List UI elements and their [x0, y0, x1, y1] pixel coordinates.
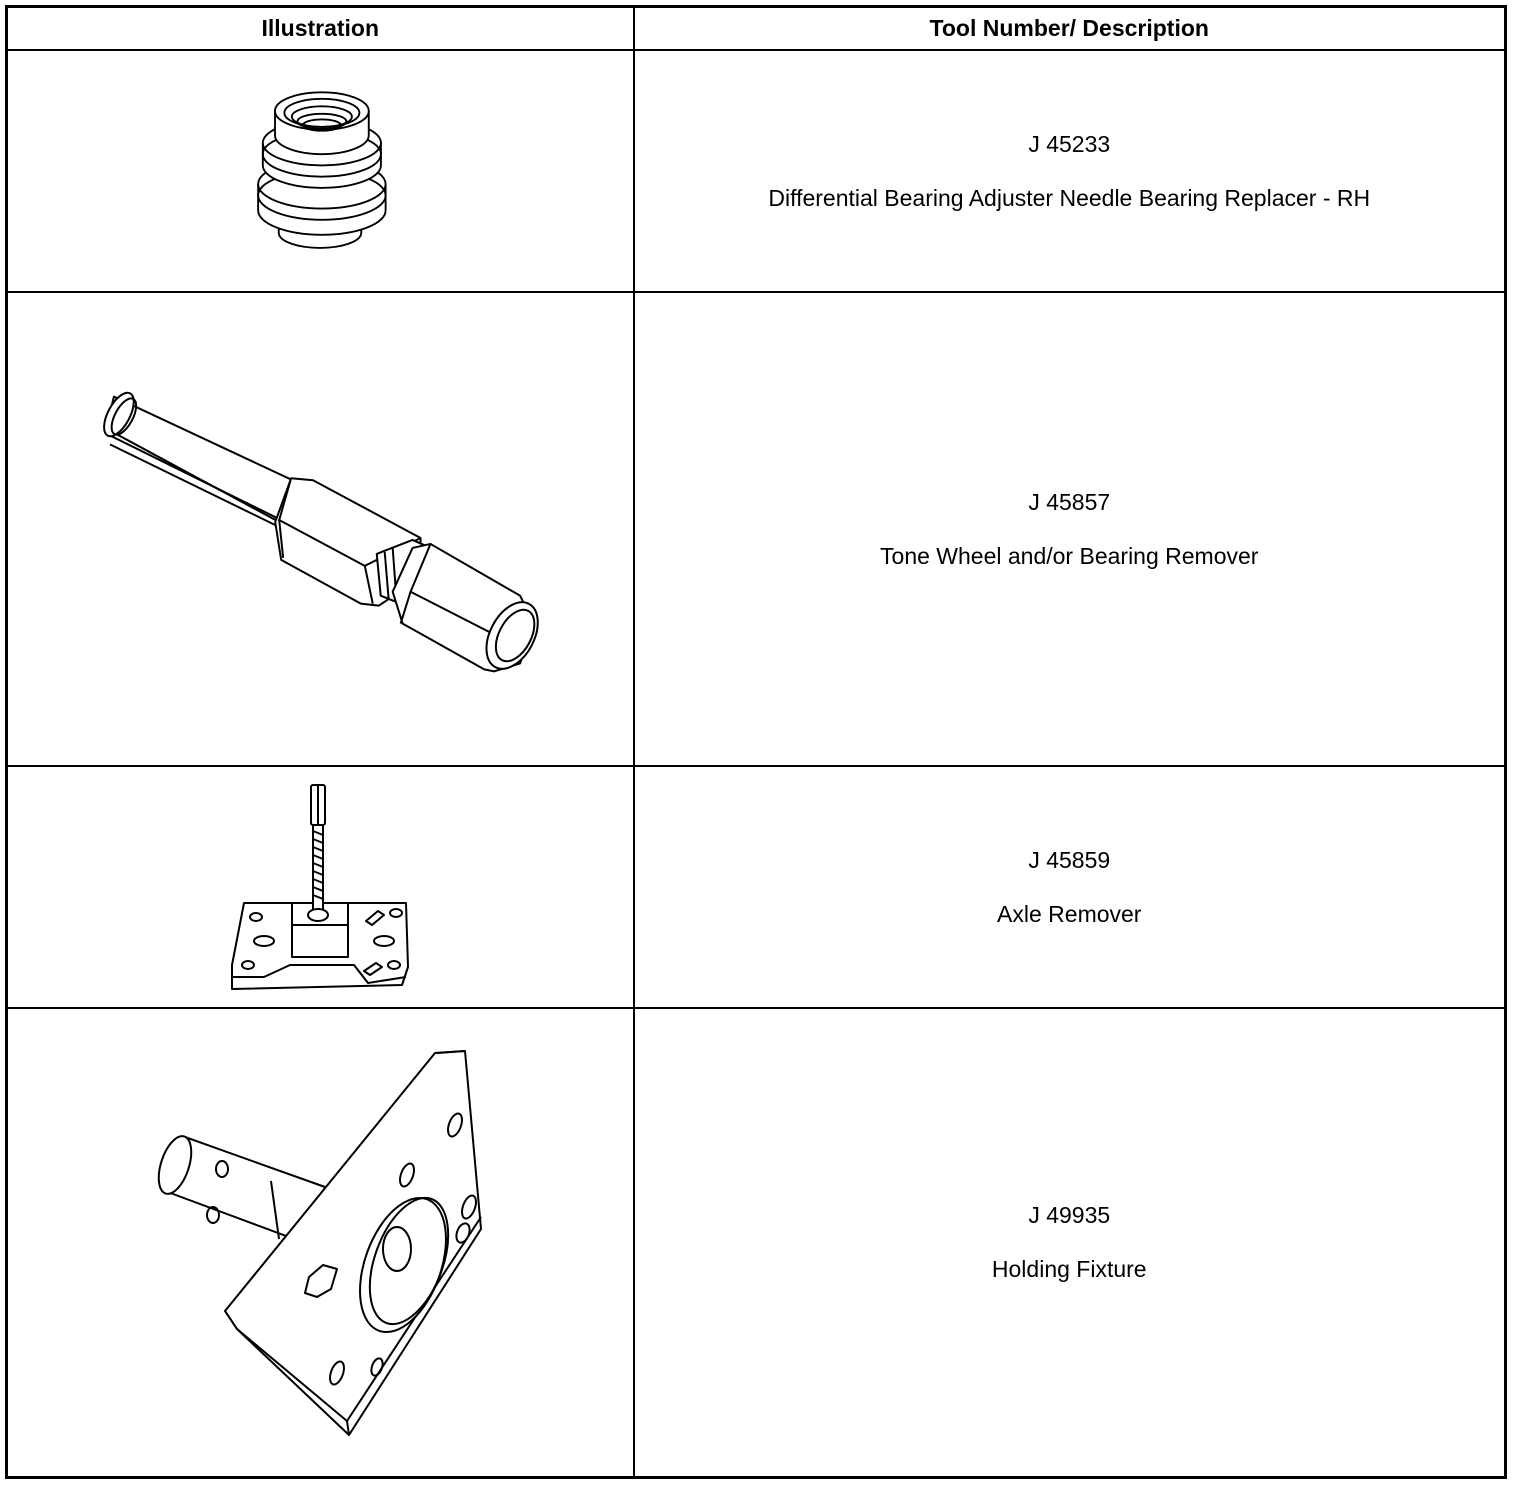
holding-fixture-illustration	[155, 1047, 485, 1439]
description-cell	[634, 1008, 1506, 1478]
table-row	[7, 766, 1506, 1008]
table-row	[7, 50, 1506, 292]
tone-wheel-remover-illustration	[100, 379, 540, 679]
description-cell	[634, 292, 1506, 766]
tool-number: J 49935	[1028, 1202, 1111, 1228]
tool-number: J 45233	[1028, 130, 1111, 157]
needle-bearing-replacer-illustration	[245, 82, 395, 260]
tool-description: Differential Bearing Adjuster Needle Bearing Replacer - RH	[768, 184, 1371, 211]
illustration-cell	[7, 766, 634, 1008]
table-row	[7, 292, 1506, 766]
header-illustration: Illustration	[7, 7, 634, 51]
tool-description: Holding Fixture	[991, 1256, 1147, 1282]
tool-description: Tone Wheel and/or Bearing Remover	[880, 542, 1259, 569]
illustration-cell	[7, 1008, 634, 1478]
tool-description: Axle Remover	[997, 900, 1142, 927]
tool-number: J 45857	[1028, 488, 1111, 515]
tool-table	[5, 5, 1507, 1479]
description-cell	[634, 766, 1506, 1008]
tool-number: J 45859	[1028, 846, 1111, 873]
illustration-cell	[7, 50, 634, 292]
table-header-row	[7, 7, 1506, 51]
header-tool-number-description: Tool Number/ Description	[634, 7, 1506, 51]
table-row	[7, 1008, 1506, 1478]
axle-remover-illustration	[228, 781, 412, 993]
illustration-cell	[7, 292, 634, 766]
description-cell	[634, 50, 1506, 292]
